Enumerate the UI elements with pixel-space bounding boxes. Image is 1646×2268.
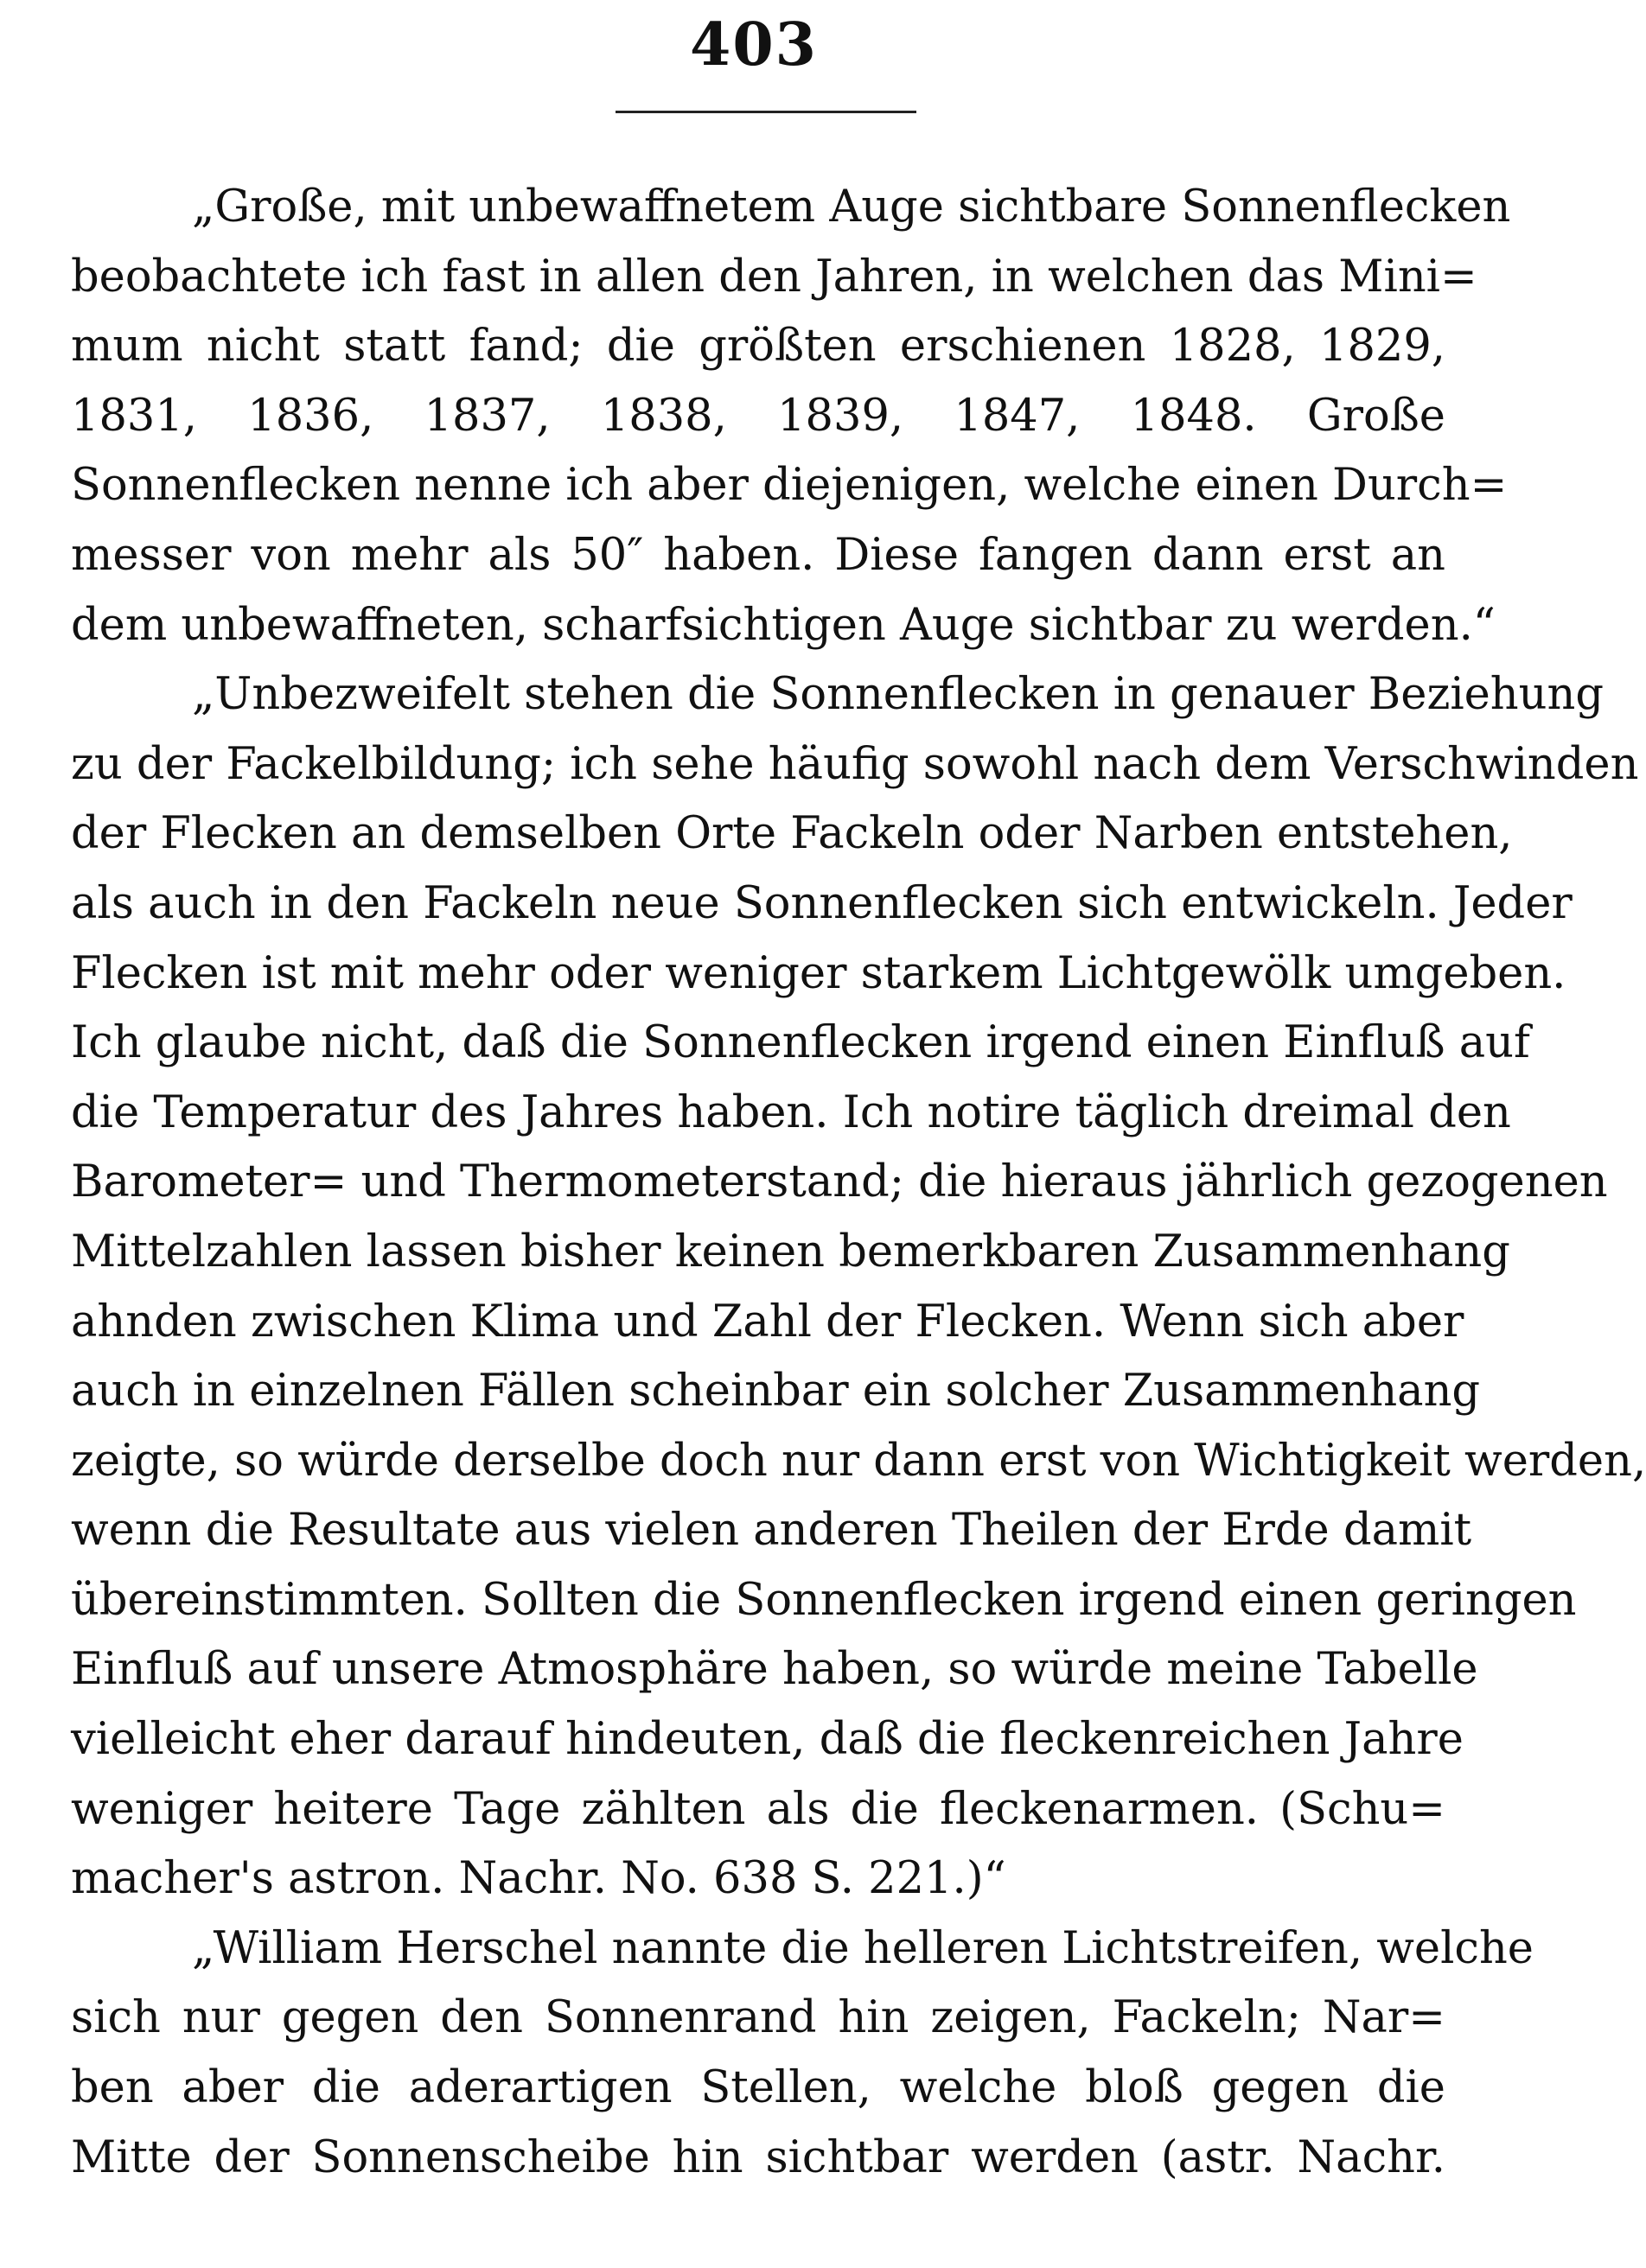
text-line: zu der Fackelbildung; ich sehe häufig sowohl nach dem Verschwinden — [71, 738, 1639, 790]
text-line: „Große, mit unbewaffnetem Auge sichtbare Sonnenflecken — [192, 182, 1511, 233]
text-line: übereinstimmten. Sollten die Sonnenflecken irgend einen geringen — [71, 1574, 1577, 1626]
text-line: als auch in den Fackeln neue Sonnenflecken sich entwickeln. Jeder — [71, 877, 1573, 929]
text-line: der Flecken an demselben Orte Fackeln oder Narben entstehen, — [71, 808, 1513, 860]
text-line: Ich glaube nicht, daß die Sonnenflecken irgend einen Einfluß auf — [71, 1017, 1530, 1069]
header-rule — [616, 111, 916, 113]
text-line: messer von mehr als 50″ haben. Diese fangen dann erst an — [71, 529, 1445, 581]
text-line: mum nicht statt fand; die größten erschienen 1828, 1829, — [71, 321, 1445, 373]
text-line: Mitte der Sonnenscheibe hin sichtbar werden (astr. Nachr. — [71, 2131, 1445, 2183]
text-line: sich nur gegen den Sonnenrand hin zeigen, Fackeln; Nar= — [71, 1992, 1445, 2044]
text-line: vielleicht eher darauf hindeuten, daß die fleckenreichen Jahre — [71, 1714, 1464, 1766]
text-line: Sonnenflecken nenne ich aber diejenigen, welche einen Durch= — [71, 460, 1508, 512]
text-line: „Unbezweifelt stehen die Sonnenflecken in genauer Beziehung — [192, 669, 1604, 721]
text-line: zeigte, so würde derselbe doch nur dann erst von Wichtigkeit werden, — [71, 1435, 1646, 1487]
text-line: dem unbewaffneten, scharfsichtigen Auge sichtbar zu werden.“ — [71, 599, 1496, 651]
text-line: weniger heitere Tage zählten als die fleckenarmen. (Schu= — [71, 1783, 1445, 1835]
text-line: auch in einzelnen Fällen scheinbar ein solcher Zusammenhang — [71, 1366, 1481, 1418]
text-line: Mittelzahlen lassen bisher keinen bemerkbaren Zusammenhang — [71, 1226, 1510, 1277]
text-line: wenn die Resultate aus vielen anderen Theilen der Erde damit — [71, 1505, 1472, 1557]
text-line: macher's astron. Nachr. No. 638 S. 221.)“ — [71, 1853, 1006, 1905]
text-line: ben aber die aderartigen Stellen, welche bloß gegen die — [71, 2062, 1445, 2114]
text-line: „William Herschel nannte die helleren Lichtstreifen, welche — [192, 1922, 1534, 1974]
text-line: beobachtete ich fast in allen den Jahren, in welchen das Mini= — [71, 251, 1477, 303]
text-line: die Temperatur des Jahres haben. Ich notire täglich dreimal den — [71, 1086, 1511, 1138]
text-line: Barometer= und Thermometerstand; die hieraus jährlich gezogenen — [71, 1156, 1608, 1208]
text-line: 1831, 1836, 1837, 1838, 1839, 1847, 1848. Große — [71, 390, 1445, 442]
text-line: Einfluß auf unsere Atmosphäre haben, so würde meine Tabelle — [71, 1644, 1478, 1696]
page-number: 403 — [690, 10, 818, 80]
text-line: ahnden zwischen Klima und Zahl der Flecken. Wenn sich aber — [71, 1296, 1464, 1347]
text-line: Flecken ist mit mehr oder weniger starkem Lichtgewölk umgeben. — [71, 947, 1566, 999]
body-text — [71, 173, 1646, 2193]
